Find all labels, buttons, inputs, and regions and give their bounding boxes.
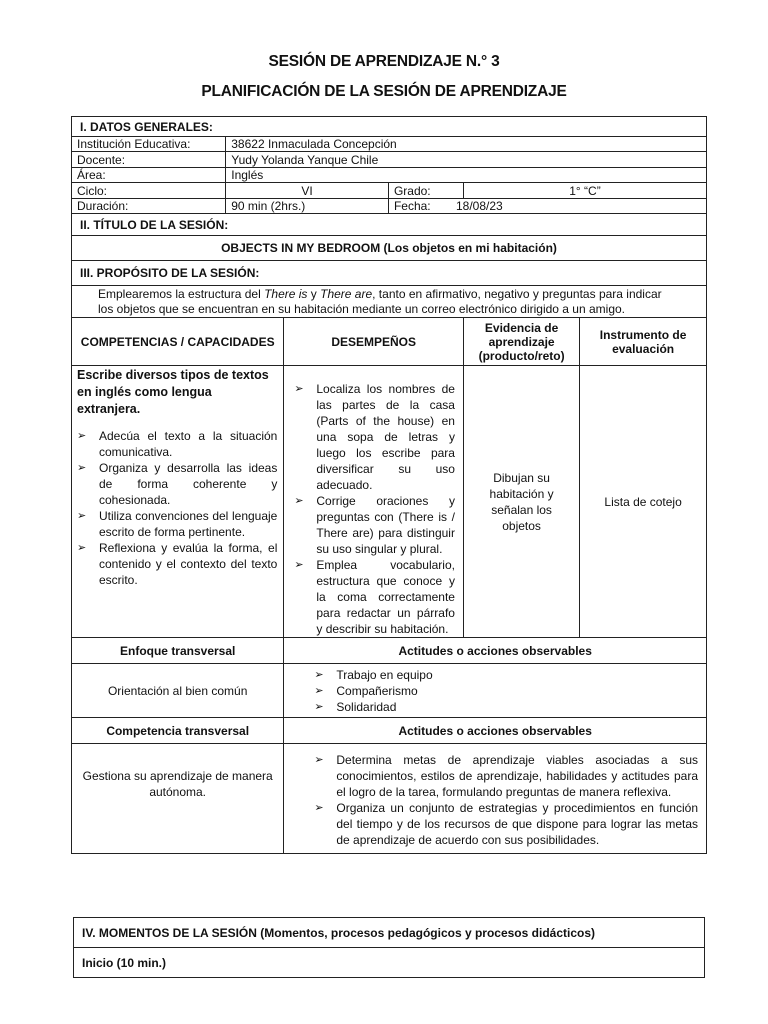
- enfoque-actitudes-list: [314, 667, 701, 715]
- desempeno-item: ➢ Localiza los nombres de las partes de la casa (Parts of the house) en una sopa de letras y luego los escribe para diversificar su uso adecuado.: [294, 382, 455, 492]
- competencias-cell: [72, 366, 284, 638]
- session-title: SESIÓN DE APRENDIZAJE N.° 3: [268, 53, 500, 70]
- evidencia-col-header: Evidencia de aprendizaje (producto/reto): [463, 318, 579, 366]
- proposito-text: [72, 286, 707, 318]
- proposito-heading-row: [72, 261, 707, 286]
- momentos-heading-row: [74, 918, 705, 948]
- comp-transversal-actitudes-cell: [284, 744, 707, 854]
- area-value: Inglés: [226, 168, 707, 183]
- arrow-bullet-icon: ➢: [77, 430, 87, 442]
- duracion-value: 90 min (2hrs.): [226, 199, 389, 214]
- actitud-item: ➢ Determina metas de aprendizaje viables asociadas a sus conocimientos, estilos de aprendizaje, habilidades y actitudes para el logro de la tarea, formulando preguntas de manera reflexiva.: [314, 753, 698, 799]
- duracion-row: [72, 199, 707, 214]
- arrow-bullet-icon: ➢: [294, 495, 304, 507]
- desempenos-col-header: DESEMPEÑOS: [284, 318, 464, 366]
- fecha-label: Fecha:: [393, 199, 431, 213]
- proposito-text-b: , tanto en afirmativo, negativo y preguntas para indicar los objetos que se encuentran en su habitación mediante un correo electrónico dirigido a un amigo.: [98, 286, 662, 316]
- inicio-label: Inicio (10 min.): [74, 948, 705, 978]
- arrow-bullet-icon: ➢: [314, 684, 324, 697]
- enfoque-actitudes-header: Actitudes o acciones observables: [284, 638, 707, 664]
- proposito-text-y: y: [307, 286, 321, 301]
- titulo-heading-row: [72, 214, 707, 236]
- momentos-table: [73, 917, 705, 978]
- proposito-text-row: [72, 286, 707, 318]
- grado-value: 1° “C”: [463, 183, 706, 199]
- enfoque-col-header: Enfoque transversal: [72, 638, 284, 664]
- comp-transversal-actitudes-list: [314, 752, 698, 848]
- comp-transversal-actitudes-header: Actitudes o acciones observables: [284, 718, 707, 744]
- there-are-text: There are: [320, 286, 373, 301]
- ciclo-label: Ciclo:: [72, 183, 226, 199]
- comp-transversal-value: Gestiona su aprendizaje de manera autónoma.: [72, 744, 284, 854]
- session-plan-table: [71, 116, 707, 854]
- arrow-bullet-icon: ➢: [314, 700, 324, 713]
- capacidad-item: ➢ Reflexiona y evalúa la forma, el contenido y el contexto del texto escrito.: [77, 541, 278, 587]
- competencias-body-row: [72, 366, 707, 638]
- enfoque-value: Orientación al bien común: [72, 664, 284, 718]
- titulo-value-row: [72, 236, 707, 261]
- institucion-label: Institución Educativa:: [72, 137, 226, 152]
- ciclo-value: VI: [226, 183, 389, 199]
- evidencia-value: Dibujan su habitación y señalan los objetos: [463, 366, 579, 638]
- desempeno-item: ➢ Corrige oraciones y preguntas con (There is / There are) para distinguir su uso singular y plural.: [294, 494, 455, 556]
- desempenos-list: [294, 381, 455, 637]
- docente-row: [72, 152, 707, 168]
- institucion-row: [72, 137, 707, 152]
- capacidad-item: ➢ Adecúa el texto a la situación comunicativa.: [77, 429, 278, 459]
- enfoque-body-row: [72, 664, 707, 718]
- datos-heading: I. DATOS GENERALES:: [72, 117, 707, 137]
- arrow-bullet-icon: ➢: [314, 754, 324, 766]
- fecha-cell: [388, 199, 706, 214]
- actitud-item: ➢ Compañerismo: [314, 683, 418, 698]
- comp-transversal-col-header: Competencia transversal: [72, 718, 284, 744]
- arrow-bullet-icon: ➢: [77, 542, 87, 554]
- competencias-header-row: [72, 318, 707, 366]
- comp-transversal-body-row: [72, 744, 707, 854]
- capacidad-item: ➢ Utiliza convenciones del lenguaje escrito de forma pertinente.: [77, 509, 278, 539]
- session-topic: OBJECTS IN MY BEDROOM (Los objetos en mi habitación): [72, 236, 707, 261]
- arrow-bullet-icon: ➢: [294, 559, 304, 571]
- institucion-value: 38622 Inmaculada Concepción: [226, 137, 707, 152]
- desempeno-item: ➢ Emplea vocabulario, estructura que conoce y la coma correctamente para redactar un párrafo y describir su habitación.: [294, 558, 455, 636]
- momentos-heading: IV. MOMENTOS DE LA SESIÓN (Momentos, procesos pedagógicos y procesos didácticos): [74, 918, 705, 948]
- ciclo-row: [72, 183, 707, 199]
- enfoque-actitudes-cell: [284, 664, 707, 718]
- capacidad-item: ➢ Organiza y desarrolla las ideas de forma coherente y cohesionada.: [77, 461, 278, 507]
- area-label: Área:: [72, 168, 226, 183]
- desempenos-cell: [284, 366, 464, 638]
- arrow-bullet-icon: ➢: [77, 462, 87, 474]
- comp-transversal-header-row: [72, 718, 707, 744]
- session-subtitle: PLANIFICACIÓN DE LA SESIÓN DE APRENDIZAJE: [201, 83, 567, 100]
- capacidades-list: [77, 428, 277, 588]
- proposito-heading: III. PROPÓSITO DE LA SESIÓN:: [72, 261, 707, 286]
- titulo-heading: II. TÍTULO DE LA SESIÓN:: [72, 214, 707, 236]
- docente-value: Yudy Yolanda Yanque Chile: [226, 152, 707, 168]
- instrumento-value: Lista de cotejo: [580, 366, 707, 638]
- grado-label: Grado:: [388, 183, 463, 199]
- actitud-item: ➢ Trabajo en equipo: [314, 667, 433, 682]
- competencias-col-header: COMPETENCIAS / CAPACIDADES: [72, 318, 284, 366]
- competencia-title: Escribe diversos tipos de textos en inglés como lengua extranjera.: [77, 368, 269, 416]
- arrow-bullet-icon: ➢: [314, 668, 324, 681]
- actitud-item: ➢ Organiza un conjunto de estrategias y procedimientos en función del tiempo y de los recursos de que dispone para lograr las metas de aprendizaje de acuerdo con sus posibilidades.: [314, 801, 698, 847]
- arrow-bullet-icon: ➢: [314, 802, 324, 814]
- area-row: [72, 168, 707, 183]
- arrow-bullet-icon: ➢: [294, 383, 304, 395]
- datos-heading-row: [72, 117, 707, 137]
- proposito-text-a: Emplearemos la estructura del: [98, 286, 265, 301]
- instrumento-col-header: Instrumento de evaluación: [580, 318, 707, 366]
- duracion-label: Duración:: [72, 199, 226, 214]
- docente-label: Docente:: [72, 152, 226, 168]
- actitud-item: ➢ Solidaridad: [314, 699, 397, 714]
- fecha-value: 18/08/23: [455, 199, 503, 213]
- enfoque-header-row: [72, 638, 707, 664]
- arrow-bullet-icon: ➢: [77, 510, 87, 522]
- there-is-text: There is: [264, 286, 308, 301]
- inicio-row: [74, 948, 705, 978]
